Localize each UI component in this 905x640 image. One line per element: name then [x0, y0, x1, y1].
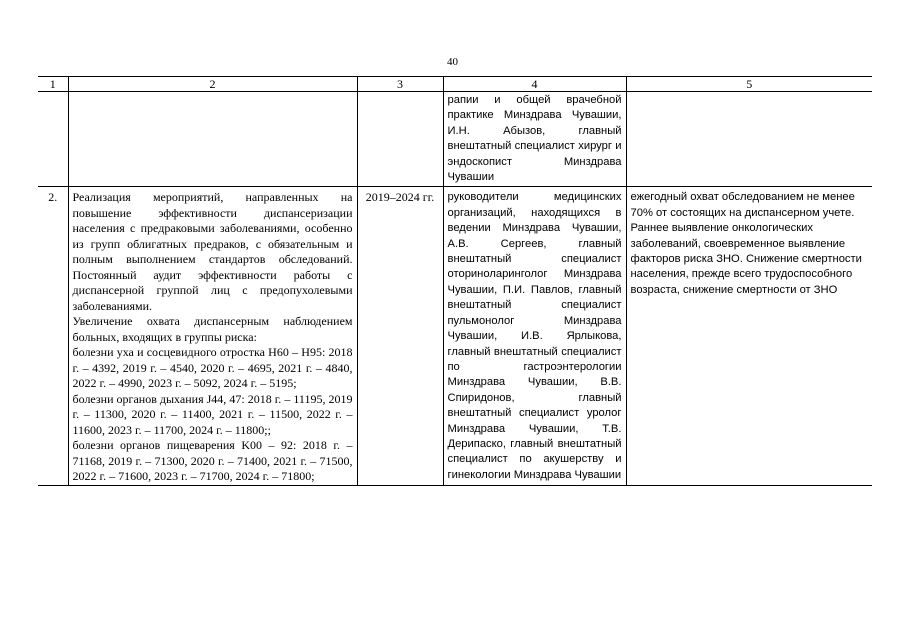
table-row-continuation	[38, 92, 872, 187]
activity-paragraph: Реализация мероприятий, направленных на повышение эффективности диспансеризации населения с предраковыми заболеваниями, особенно из групп облигатных предраков, с обязательным и полным выполнением стандартов обследований. Постоянный аудит эффективности работы с диспансерной группой лиц с предопухолевыми заболеваниями.	[72, 190, 353, 313]
activity-paragraph: болезни органов дыхания J44, 47: 2018 г. – 11195, 2019 г. – 11300, 2020 г. – 11400, 2021 г. – 11500, 2022 г. – 11600, 2023 г. – 11700, 2024 г. – 11800;;	[72, 391, 353, 437]
column-header-1: 1	[38, 77, 68, 92]
column-header-5: 5	[626, 77, 872, 92]
period-cell: 2019–2024 гг.	[357, 187, 443, 486]
cont-cell-number	[38, 92, 68, 187]
activity-paragraph: болезни органов пищеварения K00 – 92: 2018 г. – 71168, 2019 г. – 71300, 2020 г. – 71400, 2021 г. – 71500, 2022 г. – 71600, 2023 г. – 71700, 2024 г. – 71800;	[72, 438, 353, 484]
activity-cell	[68, 187, 357, 486]
cont-cell-responsible: рапии и общей врачебной практике Минздрава Чувашии, И.Н. Абызов, главный внештатный специалист хирург и эндоскопист Минздрава Чувашии	[443, 92, 626, 187]
responsible-cell: руководители медицинских организаций, находящихся в ведении Минздрава Чувашии, А.В. Сергеев, главный внештатный специалист оториноларинголог Минздрава Чувашии, П.И. Павлов, главный внештатный специалист пульмонолог Минздрава Чувашии, И.В. Ярлыкова, главный внештатный специалист по гастроэнтерологии Минздрава Чувашии, В.В. Спиридонов, главный внештатный специалист уролог Минздрава Чувашии, Т.В. Дерипаско, главный внештатный специалист по акушерству и гинекологии Минздрава Чувашии	[443, 187, 626, 486]
column-header-4: 4	[443, 77, 626, 92]
column-header-3: 3	[357, 77, 443, 92]
row-number: 2.	[48, 190, 58, 205]
outcome-cell	[626, 187, 872, 486]
plan-table	[38, 76, 872, 486]
outcome-paragraph: ежегодный охват обследованием не менее 70% от состоящих на диспансерном учете.	[630, 191, 855, 219]
activity-paragraph: болезни уха и сосцевидного отростка H60 – H95: 2018 г. – 4392, 2019 г. – 4540, 2020 г. – 4695, 2021 г. – 4840, 2022 г. – 4990, 2023 г. – 5092, 2024 г. – 5195;	[72, 345, 353, 391]
column-header-2: 2	[68, 77, 357, 92]
cont-cell-period	[357, 92, 443, 187]
cont-cell-outcome	[626, 92, 872, 187]
table-header-row	[38, 77, 872, 92]
page-number: 40	[447, 56, 458, 68]
table-row-2	[38, 187, 872, 486]
cont-cell-activity	[68, 92, 357, 187]
outcome-paragraph: Раннее выявление онкологических заболеваний, своевременное выявление факторов риска ЗНО. Снижение смертности населения, прежде всего трудоспособного возраста, снижение смертности от ЗНО	[630, 222, 862, 296]
activity-paragraph: Увеличение охвата диспансерным наблюдением больных, входящих в группы риска:	[72, 314, 353, 344]
